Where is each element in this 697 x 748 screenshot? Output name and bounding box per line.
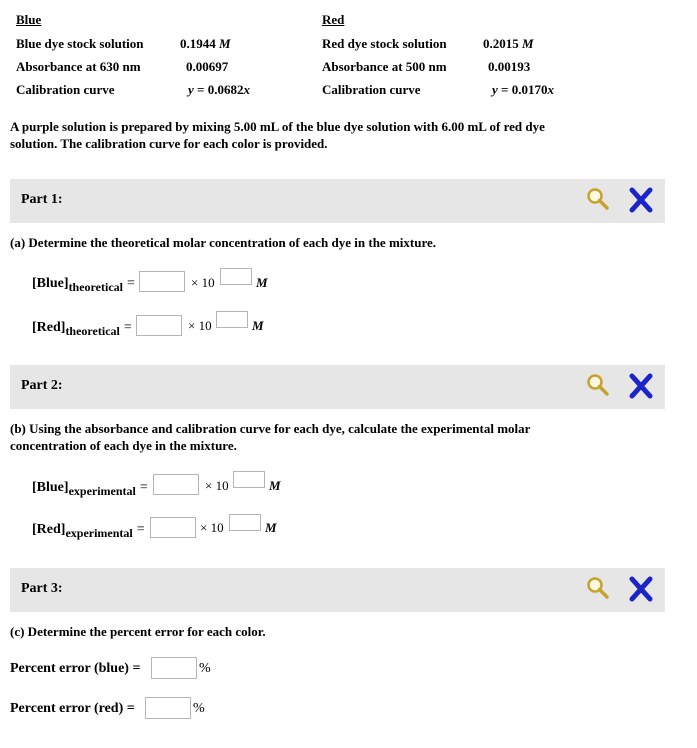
blue-theoretical-times: × 10	[191, 275, 215, 290]
blue-theoretical-unit: M	[256, 275, 268, 290]
blue-theoretical-input[interactable]	[139, 271, 185, 292]
blue-stock-label: Blue dye stock solution	[16, 36, 144, 51]
intro-line-1: A purple solution is prepared by mixing 5.00 mL of the blue dye solution with 6.00 mL of red dye	[10, 119, 545, 134]
red-experimental-label: $[Red]_{experimental}$ =	[32, 522, 145, 540]
red-experimental-input[interactable]	[150, 517, 196, 538]
red-header: Red	[322, 12, 345, 27]
red-experimental-times: × 10	[200, 520, 224, 535]
blue-experimental-times: × 10	[205, 478, 229, 493]
red-absorbance-value: 0.00193	[488, 59, 531, 74]
percent-error-red-label: Percent error (red) =	[10, 701, 135, 716]
part-3-header	[10, 568, 665, 612]
magnifier-icon[interactable]	[586, 373, 610, 397]
blue-theoretical-exponent[interactable]	[220, 268, 252, 285]
percent-error-red-unit: %	[193, 701, 205, 716]
part-1-header	[10, 179, 665, 223]
red-absorbance-label: Absorbance at 500 nm	[322, 59, 447, 74]
part-2-question-line-2: concentration of each dye in the mixture.	[10, 438, 237, 453]
percent-error-blue-label: Percent error (blue) =	[10, 661, 141, 676]
part-1-title: Part 1:	[21, 192, 63, 207]
blue-experimental-exponent[interactable]	[233, 471, 265, 488]
part-2-title: Part 2:	[21, 378, 63, 393]
magnifier-icon[interactable]	[586, 576, 610, 600]
intro-line-2: solution. The calibration curve for each color is provided.	[10, 136, 328, 151]
blue-theoretical-label: $[Blue]_{theoretical}$ =	[32, 276, 135, 294]
part-3-title: Part 3:	[21, 581, 63, 596]
red-stock-value: 0.2015 M	[483, 36, 534, 51]
red-experimental-unit: M	[265, 520, 277, 535]
magnifier-icon[interactable]	[586, 187, 610, 211]
blue-calibration-label: Calibration curve	[16, 82, 115, 97]
red-calibration-value: y = 0.0170x	[492, 82, 554, 97]
part-2-header	[10, 365, 665, 409]
blue-header: Blue	[16, 12, 42, 27]
red-theoretical-unit: M	[252, 318, 264, 333]
red-stock-label: Red dye stock solution	[322, 36, 447, 51]
blue-calibration-value: y = 0.0682x	[188, 82, 250, 97]
blue-experimental-unit: M	[269, 478, 281, 493]
red-theoretical-label: $[Red]_{theoretical}$ =	[32, 320, 132, 338]
percent-error-blue-input[interactable]	[151, 657, 197, 679]
close-x-icon[interactable]	[628, 575, 654, 603]
blue-stock-value: 0.1944 M	[180, 36, 231, 51]
blue-experimental-input[interactable]	[153, 474, 199, 495]
red-theoretical-input[interactable]	[136, 315, 182, 336]
part-3-question: (c) Determine the percent error for each color.	[10, 624, 266, 639]
close-x-icon[interactable]	[628, 372, 654, 400]
blue-experimental-label: $[Blue]_{experimental}$ =	[32, 480, 148, 498]
blue-absorbance-label: Absorbance at 630 nm	[16, 59, 141, 74]
red-theoretical-exponent[interactable]	[216, 311, 248, 328]
red-theoretical-times: × 10	[188, 318, 212, 333]
part-2-question-line-1: (b) Using the absorbance and calibration curve for each dye, calculate the experimental molar	[10, 421, 531, 436]
blue-absorbance-value: 0.00697	[186, 59, 229, 74]
percent-error-red-input[interactable]	[145, 697, 191, 719]
percent-error-blue-unit: %	[199, 661, 211, 676]
red-calibration-label: Calibration curve	[322, 82, 421, 97]
close-x-icon[interactable]	[628, 186, 654, 214]
red-experimental-exponent[interactable]	[229, 514, 261, 531]
part-1-question: (a) Determine the theoretical molar concentration of each dye in the mixture.	[10, 235, 437, 250]
